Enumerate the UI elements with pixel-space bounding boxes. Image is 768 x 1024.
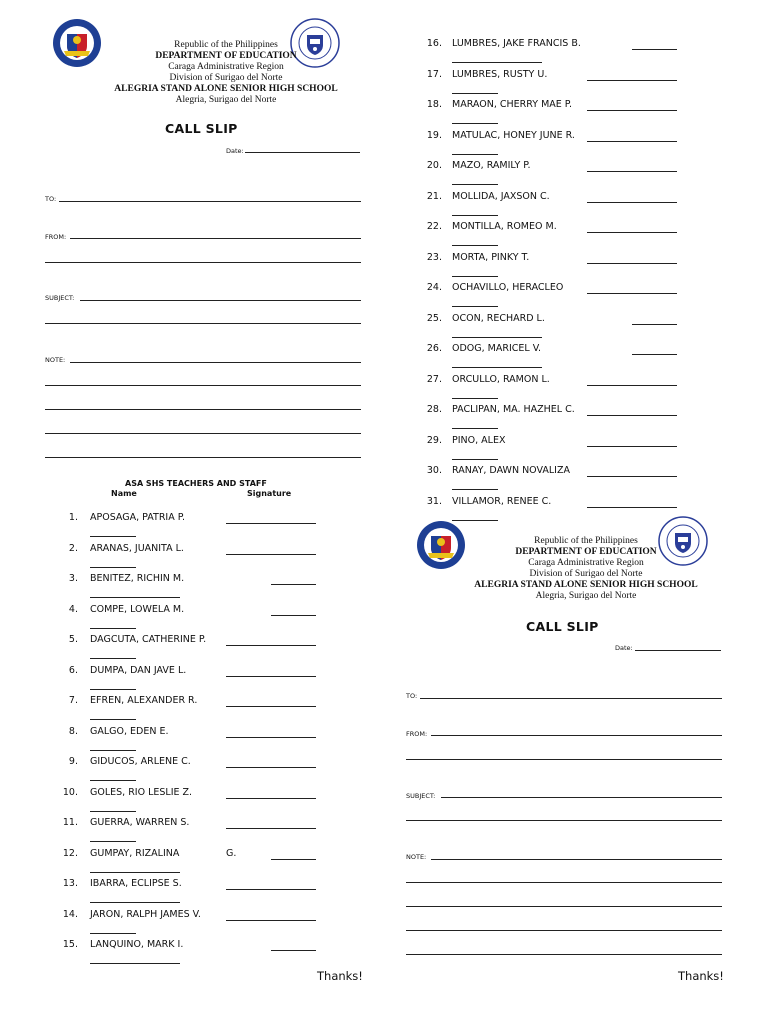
roster-right-row-signature-line[interactable]	[587, 80, 677, 81]
from-label-2: FROM:	[406, 730, 428, 738]
header-address: Alegria, Surigao del Norte	[175, 95, 277, 105]
note-field-line-5[interactable]	[45, 457, 361, 458]
date-label: Date:	[226, 147, 244, 155]
roster-right-row-number: 16.	[426, 38, 442, 49]
roster-left-row-name: GALGO, EDEN E.	[90, 725, 169, 737]
roster-left-row-signature-wrap[interactable]	[90, 811, 136, 812]
note-field-2[interactable]	[431, 859, 722, 860]
header-region-2: Caraga Administrative Region	[528, 558, 644, 568]
roster-right-row-signature-wrap[interactable]	[452, 428, 498, 429]
roster-right-row-number: 22.	[426, 221, 442, 232]
roster-right-row-signature-line[interactable]	[587, 110, 677, 111]
roster-right-row-signature-line[interactable]	[632, 49, 677, 50]
roster-right-row-signature-line[interactable]	[587, 476, 677, 477]
roster-signature-column: Signature	[247, 489, 292, 498]
header-department: DEPARTMENT OF EDUCATION	[155, 51, 297, 61]
note-field-line-2-2[interactable]	[406, 882, 722, 883]
roster-right-row-number: 26.	[426, 343, 442, 354]
roster-right-row-signature-wrap[interactable]	[452, 215, 498, 216]
roster-left-row-signature-line[interactable]	[226, 828, 316, 829]
thanks-note: Thanks!	[317, 969, 363, 983]
roster-right-row-number: 24.	[426, 282, 442, 293]
roster-left-row-name: DUMPA, DAN JAVE L.	[90, 664, 187, 676]
roster-left-row-signature-wrap[interactable]	[90, 841, 136, 842]
roster-left-row-signature-wrap[interactable]	[90, 780, 136, 781]
roster-right-row-signature-wrap[interactable]	[452, 93, 498, 94]
note-field-line-4[interactable]	[45, 433, 361, 434]
roster-left-row-signature-line[interactable]	[226, 737, 316, 738]
roster-left-row-signature-wrap[interactable]	[90, 963, 180, 964]
roster-left-row-number: 12.	[62, 847, 78, 859]
roster-name-column: Name	[111, 489, 137, 498]
from-field-2[interactable]	[431, 735, 722, 736]
roster-left-row-name: GUMPAY, RIZALINA	[90, 847, 180, 859]
note-field-line-2[interactable]	[45, 385, 361, 386]
school-header	[46, 16, 406, 126]
roster-left-row-signature-line[interactable]	[226, 889, 316, 890]
roster-left-row-signature-line[interactable]	[271, 950, 316, 951]
roster-left-row-name: GIDUCOS, ARLENE C.	[90, 756, 191, 767]
roster-left-row-number: 11.	[62, 817, 78, 828]
from-field[interactable]	[70, 238, 361, 239]
roster-left-row-name: EFREN, ALEXANDER R.	[90, 695, 198, 706]
roster-right-row-name: MAZO, RAMILY P.	[452, 160, 531, 171]
roster-right-row-number: 19.	[426, 129, 442, 141]
roster-right-row-name: MONTILLA, ROMEO M.	[452, 221, 557, 232]
roster-left-row-name: BENITEZ, RICHIN M.	[90, 573, 185, 584]
roster-right-row-name: PACLIPAN, MA. HAZHEL C.	[452, 404, 575, 415]
date-label-2: Date:	[615, 644, 633, 652]
subject-field-2[interactable]	[441, 797, 722, 798]
roster-left-row-signature-line[interactable]	[226, 798, 316, 799]
note-field-line-5-2[interactable]	[406, 954, 722, 955]
roster-right-row-signature-wrap[interactable]	[452, 489, 498, 490]
school-header-2	[406, 514, 766, 624]
roster-right-row-signature-line[interactable]	[587, 263, 677, 264]
roster-left-row-name: APOSAGA, PATRIA P.	[90, 512, 186, 523]
roster-right-row-signature-wrap[interactable]	[452, 367, 542, 368]
roster-title: ASA SHS TEACHERS AND STAFF	[125, 479, 267, 488]
roster-right-row-name: OCON, RECHARD L.	[452, 312, 545, 324]
roster-right-row-name: MATULAC, HONEY JUNE R.	[452, 129, 575, 141]
roster-left-row-signature-wrap[interactable]	[90, 597, 180, 598]
note-field-line-3[interactable]	[45, 409, 361, 410]
roster-right-row-number: 28.	[426, 404, 442, 415]
roster-right-row-number: 30.	[426, 465, 442, 476]
roster-right-row-name: LUMBRES, JAKE FRANCIS B.	[452, 38, 581, 49]
roster-right-row-name: ODOG, MARICEL V.	[452, 343, 542, 354]
roster-left-row-signature-wrap[interactable]	[90, 933, 136, 934]
roster-right-row-signature-line[interactable]	[587, 446, 677, 447]
note-field-line-3-2[interactable]	[406, 906, 722, 907]
to-label: TO:	[45, 195, 57, 203]
roster-right-row-signature-wrap[interactable]	[452, 276, 498, 277]
roster-left-row-signature-line[interactable]	[226, 920, 316, 921]
roster-right-row-number: 21.	[426, 190, 442, 202]
roster-right-row-number: 27.	[426, 373, 442, 385]
roster-right-row-signature-wrap[interactable]	[452, 337, 542, 338]
roster-right-row-name: ORCULLO, RAMON L.	[452, 373, 550, 385]
header-school-name-2: ALEGRIA STAND ALONE SENIOR HIGH SCHOOL	[474, 580, 698, 590]
thanks-note-2: Thanks!	[678, 969, 724, 983]
roster-left-row-signature-wrap[interactable]	[90, 567, 136, 568]
roster-right-row-signature-line[interactable]	[587, 202, 677, 203]
roster-left-row-signature-wrap[interactable]	[90, 750, 136, 751]
roster-left-row-signature-wrap[interactable]	[90, 536, 136, 537]
roster-left-row-number: 7.	[68, 695, 78, 706]
roster-right-row-signature-wrap[interactable]	[452, 62, 542, 63]
header-republic: Republic of the Philippines	[174, 40, 278, 50]
roster-right-row-number: 20.	[426, 160, 442, 171]
subject-label: SUBJECT:	[45, 294, 75, 302]
note-label-2: NOTE:	[406, 853, 427, 861]
roster-left-row-number: 14.	[62, 908, 78, 920]
note-label: NOTE:	[45, 356, 66, 364]
roster-right-row-name: MARAON, CHERRY MAE P.	[452, 99, 573, 110]
roster-left-row-name: COMPE, LOWELA M.	[90, 603, 185, 615]
call-slip-title-2: CALL SLIP	[526, 619, 599, 634]
from-label: FROM:	[45, 233, 67, 241]
to-field-2[interactable]	[420, 698, 722, 699]
roster-left-row-number: 3.	[68, 573, 78, 584]
to-label-2: TO:	[406, 692, 418, 700]
subject-field-line-2-2[interactable]	[406, 820, 722, 821]
roster-left-row-name: JARON, RALPH JAMES V.	[90, 908, 201, 920]
roster-left-row-signature-line[interactable]	[226, 676, 316, 677]
roster-right-row-name: RANAY, DAWN NOVALIZA	[452, 465, 570, 476]
from-field-line-2[interactable]	[45, 262, 361, 263]
roster-right-row-signature-line[interactable]	[587, 293, 677, 294]
roster-right-row-signature-wrap[interactable]	[452, 245, 498, 246]
roster-right-row-signature-wrap[interactable]	[452, 154, 498, 155]
roster-right-row-signature-wrap[interactable]	[452, 398, 498, 399]
roster-right-row-name: OCHAVILLO, HERACLEO	[452, 282, 564, 293]
roster-left-row-signature-line[interactable]	[271, 859, 316, 860]
roster-right-row-name: MORTA, PINKY T.	[452, 251, 530, 263]
from-field-line-2-2[interactable]	[406, 759, 722, 760]
roster-right-row-signature-wrap[interactable]	[452, 123, 498, 124]
roster-left-row-number: 1.	[68, 512, 78, 523]
roster-left-row-signature-wrap[interactable]	[90, 719, 136, 720]
header-department-2: DEPARTMENT OF EDUCATION	[515, 547, 657, 557]
roster-left-row-name: GOLES, RIO LESLIE Z.	[90, 786, 193, 798]
roster-left-row-number: 13.	[62, 878, 78, 889]
note-field-line-4-2[interactable]	[406, 930, 722, 931]
roster-left-row-signature-wrap[interactable]	[90, 628, 136, 629]
note-field[interactable]	[70, 362, 361, 363]
roster-left-row-signature-wrap[interactable]	[90, 658, 136, 659]
roster-right-row-signature-line[interactable]	[587, 507, 677, 508]
header-division-2: Division of Surigao del Norte	[529, 569, 643, 579]
header-address-2: Alegria, Surigao del Norte	[535, 591, 637, 601]
roster-right-row-signature-line[interactable]	[587, 415, 677, 416]
roster-left-row-number: 15.	[62, 939, 78, 950]
roster-right-row-signature-line[interactable]	[587, 232, 677, 233]
roster-left-row-name: LANQUINO, MARK I.	[90, 939, 184, 950]
subject-label-2: SUBJECT:	[406, 792, 436, 800]
roster-right-row-signature-line[interactable]	[587, 171, 677, 172]
roster-left-row-number: 6.	[68, 664, 78, 676]
roster-right-row-signature-wrap[interactable]	[452, 306, 498, 307]
roster-left-row-number: 9.	[68, 756, 78, 767]
roster-right-row-name: VILLAMOR, RENEE C.	[452, 495, 552, 507]
roster-left-row-signature-line[interactable]	[226, 645, 316, 646]
roster-right-row-signature-line[interactable]	[632, 324, 677, 325]
roster-left-row-name: GUERRA, WARREN S.	[90, 817, 190, 828]
roster-left-row-signature-line[interactable]	[226, 706, 316, 707]
roster-right-row-number: 23.	[426, 251, 442, 263]
header-division: Division of Surigao del Norte	[169, 73, 283, 83]
roster-right-row-number: 29.	[426, 434, 442, 446]
roster-left-row-name: IBARRA, ECLIPSE S.	[90, 878, 182, 889]
roster-left-row-signature-line[interactable]	[226, 523, 316, 524]
header-republic-2: Republic of the Philippines	[534, 536, 638, 546]
subject-field[interactable]	[80, 300, 361, 301]
roster-left-row-signature-wrap[interactable]	[90, 872, 180, 873]
roster-left-row-signature-line[interactable]	[271, 615, 316, 616]
roster-left-row-name: ARANAS, JUANITA L.	[90, 542, 184, 554]
roster-right-row-name: MOLLIDA, JAXSON C.	[452, 190, 550, 202]
roster-left-row-number: 10.	[62, 786, 78, 798]
roster-left-row-signature-line[interactable]	[226, 554, 316, 555]
roster-right-row-number: 31.	[426, 495, 442, 507]
date-field[interactable]	[245, 152, 360, 153]
roster-right-row-signature-wrap[interactable]	[452, 459, 498, 460]
roster-right-row-number: 18.	[426, 99, 442, 110]
roster-left-row-number: 4.	[68, 603, 78, 615]
roster-left-row-signature-line[interactable]	[226, 767, 316, 768]
roster-right-row-number: 17.	[426, 68, 442, 80]
header-school-name: ALEGRIA STAND ALONE SENIOR HIGH SCHOOL	[114, 84, 338, 94]
roster-right-row-signature-line[interactable]	[587, 141, 677, 142]
call-slip-title: CALL SLIP	[165, 121, 238, 136]
to-field[interactable]	[59, 201, 361, 202]
subject-field-line-2[interactable]	[45, 323, 361, 324]
roster-right-row-signature-wrap[interactable]	[452, 184, 498, 185]
roster-left-row-name: DAGCUTA, CATHERINE P.	[90, 634, 207, 645]
roster-left-row-signature-wrap[interactable]	[90, 689, 136, 690]
roster-left-row-number: 8.	[68, 725, 78, 737]
roster-left-row-signature-wrap[interactable]	[90, 902, 180, 903]
roster-right-row-number: 25.	[426, 312, 442, 324]
roster-left-row-number: 2.	[68, 542, 78, 554]
roster-right-row-name: PINO, ALEX	[452, 434, 506, 446]
roster-right-row-name: LUMBRES, RUSTY U.	[452, 68, 548, 80]
roster-right-row-signature-line[interactable]	[587, 385, 677, 386]
roster-left-row-name-extra: G.	[226, 847, 237, 859]
roster-left-row-number: 5.	[68, 634, 78, 645]
roster-left-row-signature-line[interactable]	[271, 584, 316, 585]
roster-right-row-signature-line[interactable]	[632, 354, 677, 355]
date-field-2[interactable]	[635, 650, 721, 651]
header-region: Caraga Administrative Region	[168, 62, 284, 72]
